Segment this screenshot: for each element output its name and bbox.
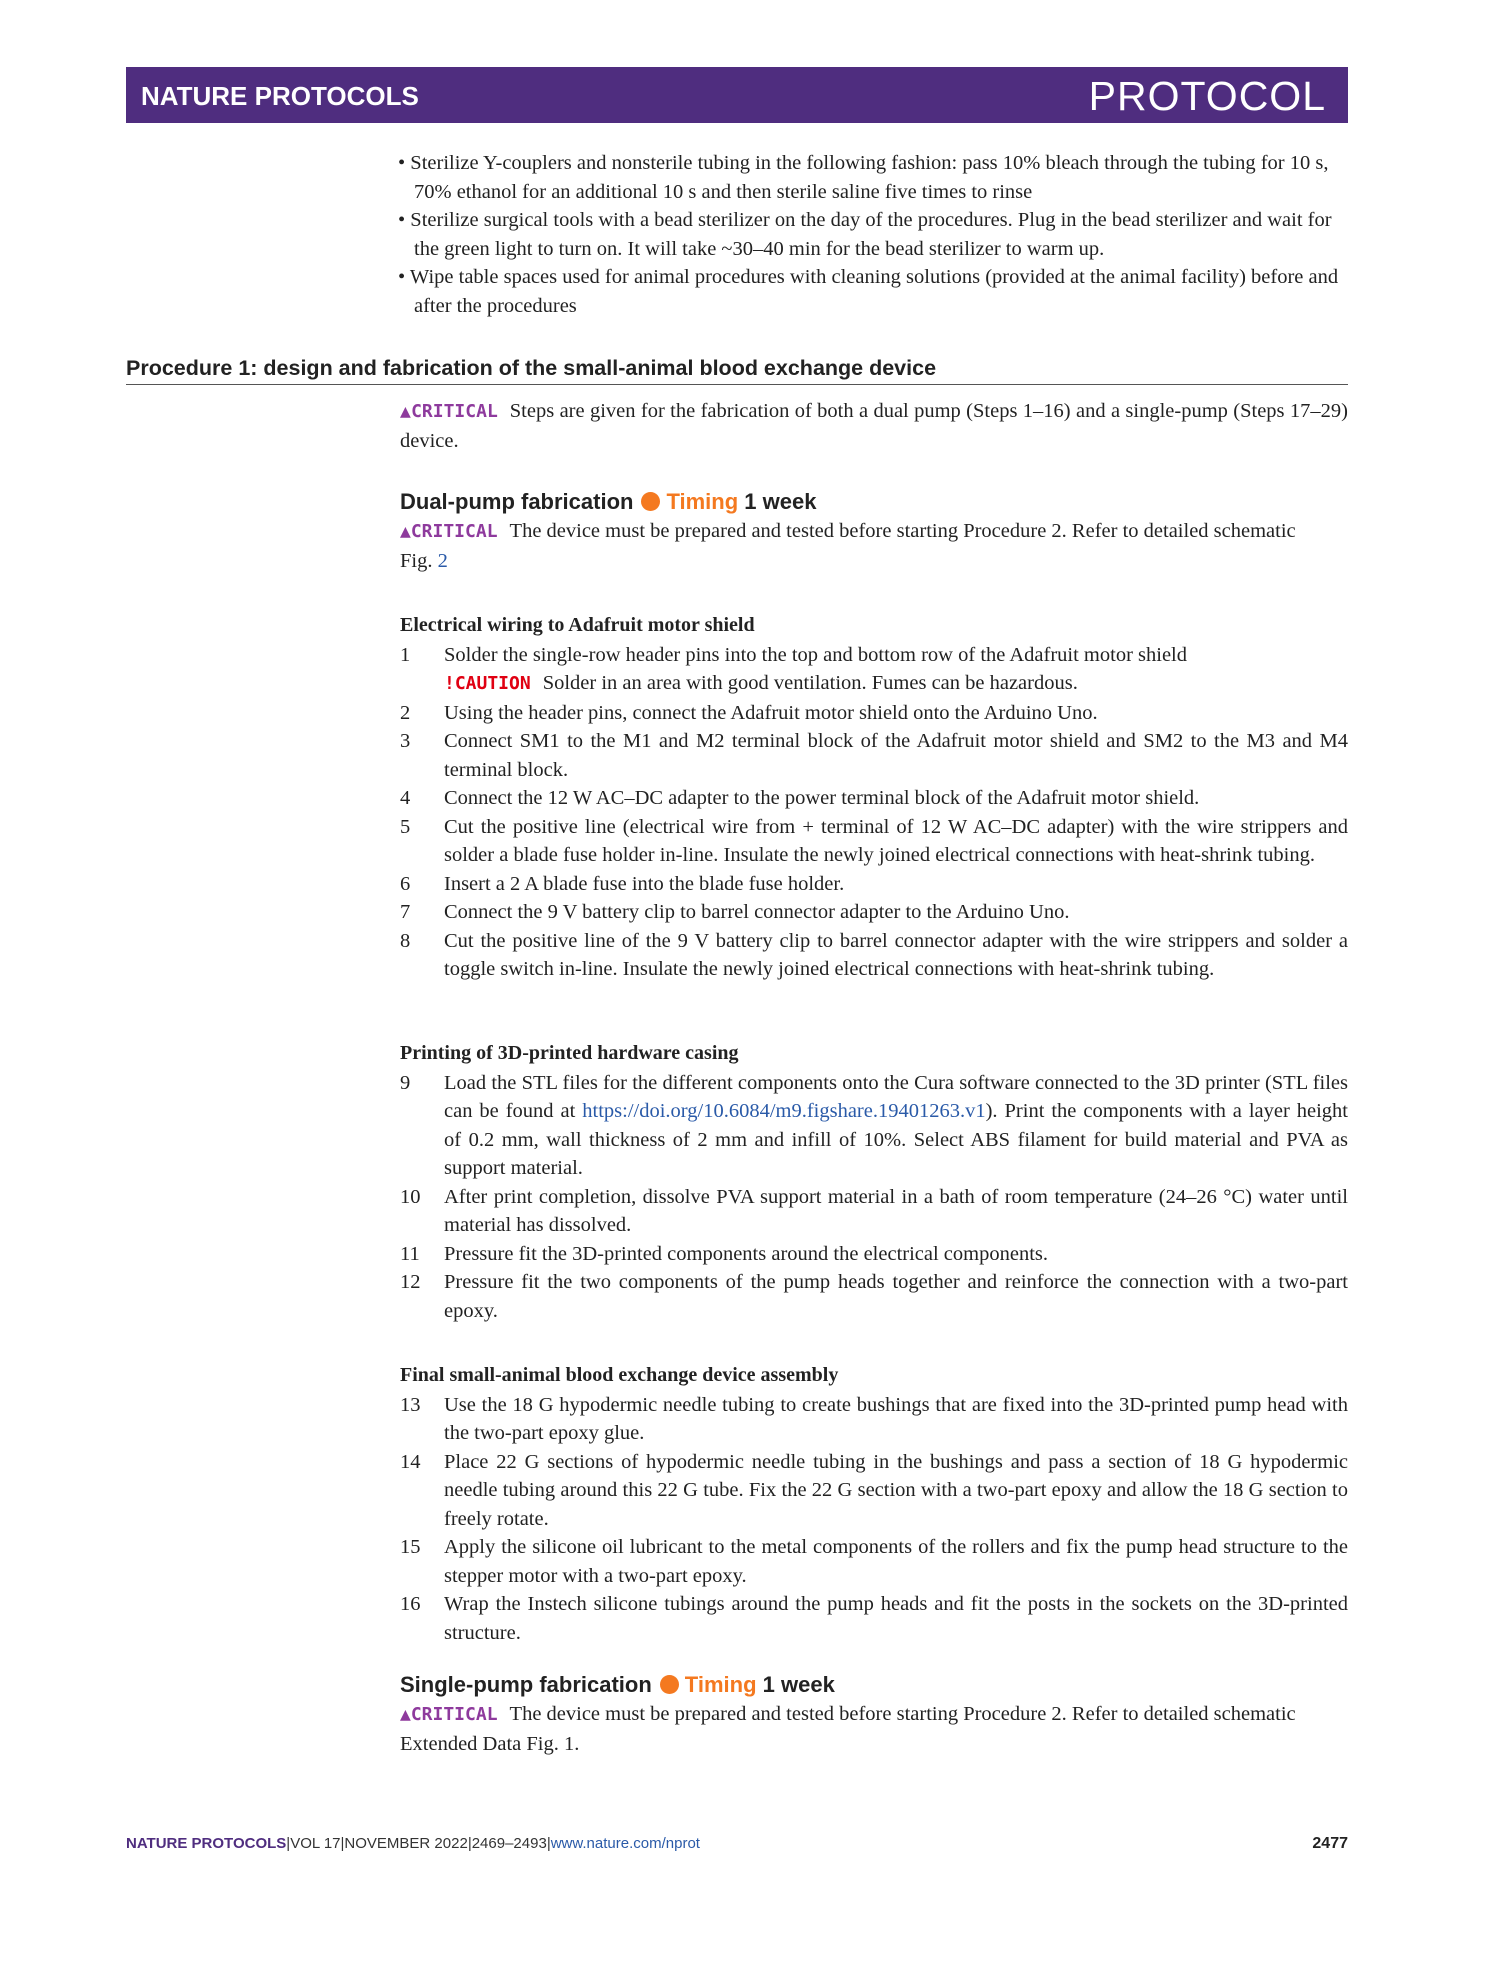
step-number: 1 xyxy=(400,643,411,666)
step-number: 3 xyxy=(400,730,411,752)
timing-label: Timing xyxy=(666,489,739,514)
dual-pump-title: Dual-pump fabrication xyxy=(400,489,634,514)
step-number: 8 xyxy=(400,929,411,952)
step-text: Use the 18 G hypodermic needle tubing to create bushings that are fixed into the 3D-printed pump head with the two-part epoxy glue. xyxy=(444,1393,1348,1444)
single-pump-heading xyxy=(400,1670,1348,1700)
procedure-title: Procedure 1: design and fabrication of the small-animal blood exchange device xyxy=(126,356,1348,385)
step-number: 16 xyxy=(400,1593,421,1615)
step-number: 4 xyxy=(400,787,411,809)
footer-sep: | xyxy=(546,1835,551,1852)
step-text: Connect the 12 W AC–DC adapter to the power terminal block of the Adafruit motor shield. xyxy=(444,787,1200,809)
critical-label: ▲CRITICAL xyxy=(400,401,498,422)
step-item xyxy=(400,870,1348,899)
step-item xyxy=(400,727,1348,784)
step-number: 7 xyxy=(400,901,411,923)
caution-text: Solder in an area with good ventilation. Fumes can be hazardous. xyxy=(542,672,1078,694)
footer-sep: | xyxy=(467,1835,472,1852)
step-item xyxy=(400,813,1348,870)
intro-critical-note xyxy=(400,397,1348,455)
journal-header-bar xyxy=(126,67,1348,123)
step-text: Pressure fit the 3D-printed components around the electrical components. xyxy=(444,1242,1048,1265)
dual-pump-section xyxy=(400,487,1348,575)
single-pump-section xyxy=(400,1670,1348,1758)
step-number: 15 xyxy=(400,1536,421,1558)
critical-label: ▲CRITICAL xyxy=(400,1704,498,1725)
step-item xyxy=(400,1533,1348,1590)
article-type: PROTOCOL xyxy=(1088,73,1326,119)
step-item xyxy=(400,1391,1348,1448)
step-number: 9 xyxy=(400,1071,411,1094)
step-item xyxy=(400,1240,1348,1269)
timing-value: 1 week xyxy=(762,1672,835,1697)
bullet-item: • Wipe table spaces used for animal procedures with cleaning solutions (provided at the animal facility) before and after the procedures xyxy=(398,266,1339,317)
step-text: Using the header pins, connect the Adafruit motor shield onto the Arduino Uno. xyxy=(444,701,1098,724)
timing-dot-icon xyxy=(660,1675,679,1694)
bullet-item: • Sterilize Y-couplers and nonsterile tubing in the following fashion: pass 10% bleach through the tubing for 10 s, 70% ethanol for an additional 10 s and then sterile saline five times to rinse xyxy=(398,152,1329,203)
step-text: Connect SM1 to the M1 and M2 terminal block of the Adafruit motor shield and SM2 to the M3 and M4 terminal block. xyxy=(444,730,1348,781)
step-text-continued: ). Print the components with a layer height of 0.2 mm, wall thickness of 2 mm and infill of 10%. Select ABS filament for build material and PVA as support material. xyxy=(444,1100,1349,1179)
dual-pump-heading xyxy=(400,487,1348,517)
footer-pages: 2469–2493 xyxy=(471,1835,547,1852)
step-number: 10 xyxy=(400,1185,421,1208)
step-text: Cut the positive line (electrical wire from + terminal of 12 W AC–DC adapter) with the wire strippers and solder a blade fuse holder in-line. Insulate the newly joined electrical connections with heat-shrink tubing. xyxy=(444,815,1348,866)
step-text: Insert a 2 A blade fuse into the blade fuse holder. xyxy=(444,872,845,895)
single-pump-title: Single-pump fabrication xyxy=(400,1672,652,1697)
wiring-heading: Electrical wiring to Adafruit motor shield xyxy=(400,614,755,636)
step-item xyxy=(400,699,1348,728)
step-item xyxy=(400,1183,1348,1240)
footer-sep: | xyxy=(286,1835,291,1852)
wiring-section xyxy=(400,611,1348,984)
step-text: Cut the positive line of the 9 V battery clip to barrel connector adapter with the wire strippers and solder a toggle switch in-line. Insulate the newly joined electrical connections with heat-shrink tubing. xyxy=(444,929,1348,980)
step-text: Load the STL files for the different components onto the Cura software connected to the 3D printer (STL files can be found at xyxy=(444,1071,1348,1122)
sterilization-bullets xyxy=(398,149,1348,320)
step-item xyxy=(400,1448,1348,1534)
step-item xyxy=(400,1268,1348,1325)
journal-name: NATURE PROTOCOLS xyxy=(141,81,419,111)
step-number: 14 xyxy=(400,1450,421,1473)
procedure-intro xyxy=(400,397,1348,455)
dual-critical-note xyxy=(400,517,1348,575)
footer-volume: VOL 17 xyxy=(290,1835,341,1852)
page-footer xyxy=(126,1835,1348,1852)
footer-date: NOVEMBER 2022 xyxy=(344,1835,468,1852)
footer-sep: | xyxy=(340,1835,345,1852)
step-item xyxy=(400,927,1348,984)
single-critical-text: The device must be prepared and tested before starting Procedure 2. Refer to detailed schematic Extended Data Fig. 1. xyxy=(400,1703,1296,1755)
step-item xyxy=(400,784,1348,813)
step-text: Connect the 9 V battery clip to barrel connector adapter to the Arduino Uno. xyxy=(444,901,1070,923)
intro-critical-text: Steps are given for the fabrication of both a dual pump (Steps 1–16) and a single-pump (Steps 17–29) device. xyxy=(400,400,1348,452)
step-number: 5 xyxy=(400,815,411,838)
footer-journal: NATURE PROTOCOLS xyxy=(126,1835,287,1852)
step-number: 12 xyxy=(400,1271,421,1293)
step-text: Place 22 G sections of hypodermic needle tubing in the bushings and pass a section of 18 G hypodermic needle tubing around this 22 G tube. Fix the 22 G section with a two-part epoxy and allow the 18 G section to freely rotate. xyxy=(444,1450,1348,1530)
step-number: 6 xyxy=(400,872,411,895)
printing-heading: Printing of 3D-printed hardware casing xyxy=(400,1042,739,1064)
step-item xyxy=(400,1590,1348,1647)
step-item xyxy=(400,641,1348,699)
step-text: After print completion, dissolve PVA support material in a bath of room temperature (24–26 °C) water until material has dissolved. xyxy=(444,1185,1348,1236)
figshare-link[interactable]: https://doi.org/10.6084/m9.figshare.19401263.v1 xyxy=(582,1100,986,1122)
step-text: Solder the single-row header pins into the top and bottom row of the Adafruit motor shield xyxy=(444,643,1187,666)
single-critical-note xyxy=(400,1700,1348,1758)
critical-label: ▲CRITICAL xyxy=(400,521,498,542)
step-text: Pressure fit the two components of the pump heads together and reinforce the connection with a two-part epoxy. xyxy=(444,1271,1348,1322)
footer-url[interactable]: www.nature.com/nprot xyxy=(550,1835,700,1852)
printing-section xyxy=(400,1039,1348,1325)
caution-label: !CAUTION xyxy=(444,673,531,694)
step-item xyxy=(400,1069,1348,1183)
step-text: Apply the silicone oil lubricant to the metal components of the rollers and fix the pump head structure to the stepper motor with a two-part epoxy. xyxy=(444,1536,1348,1587)
timing-value: 1 week xyxy=(744,489,817,514)
timing-dot-icon xyxy=(641,492,660,511)
step-number: 2 xyxy=(400,701,411,724)
step-number: 13 xyxy=(400,1393,421,1416)
step-item xyxy=(400,898,1348,927)
bullet-item: • Sterilize surgical tools with a bead sterilizer on the day of the procedures. Plug in the bead sterilizer and wait for the green light to turn on. It will take ~30–40 min for the bead sterilizer to warm up. xyxy=(398,209,1332,260)
assembly-section xyxy=(400,1361,1348,1647)
figure-link[interactable]: 2 xyxy=(437,549,448,572)
step-number: 11 xyxy=(400,1242,420,1265)
timing-label: Timing xyxy=(684,1672,757,1697)
assembly-heading: Final small-animal blood exchange device assembly xyxy=(400,1364,839,1386)
step-text: Wrap the Instech silicone tubings around the pump heads and fit the posts in the sockets on the 3D-printed structure. xyxy=(444,1593,1348,1644)
dual-critical-text: The device must be prepared and tested before starting Procedure 2. Refer to detailed schematic Fig. xyxy=(400,520,1296,572)
page-number: 2477 xyxy=(1312,1835,1348,1852)
